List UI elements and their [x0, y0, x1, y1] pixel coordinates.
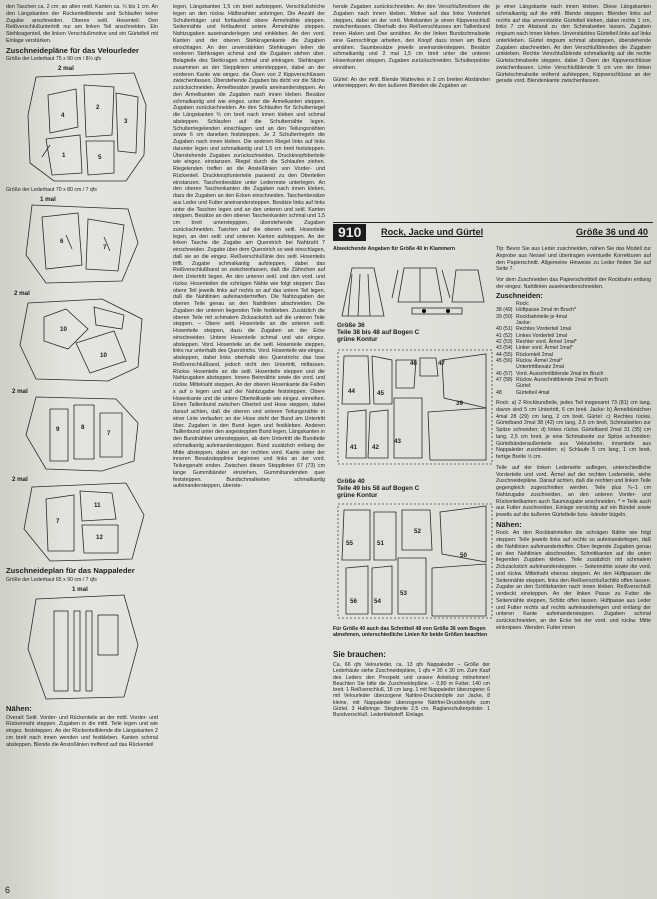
groesse-36-kontur: grüne Kontur	[337, 336, 378, 343]
count-label: 2 mal	[58, 64, 74, 72]
column-2	[173, 4, 325, 894]
model-title: Rock, Jacke und Gürtel	[381, 227, 484, 237]
leather-hide-diagram	[6, 585, 158, 703]
parts-list	[496, 301, 651, 396]
groesse-40: Größe 40	[337, 478, 365, 485]
vor-dem-zuschneiden: Vor dem Zuschneiden das Papierschnittteil der Rockbahn entlang der eingez. Nahtlinien auseinanderschneiden.	[496, 277, 651, 290]
cutting-layout-1: 2 mal 4 2 3 1 5	[6, 65, 158, 185]
cutting-layout-6: 1 mal	[6, 585, 158, 703]
size-label-1: Größe der Lederhaut 75 x 90 cm / 8½ qfs	[6, 56, 102, 63]
heading-velourleder: Zuschneidepläne für das Velourleder	[6, 45, 139, 55]
list-item: Untertrittbesatz 2mal	[516, 364, 564, 371]
list-item: 47 (58) Rückw. Ausschnittblende 2mal im Bruch	[496, 377, 608, 384]
instructions-text: hende Zugaben zurückschneiden. An den Verschlußmotiven die Zugaben nach innen kleben. Motive auf das linke Vorderteil steppen, dabei an der vord. Motivkanten je einen Kippverschluß zwischenfassen. Oberhalb des Reißverschlusses am Taillenbund innen Haken und Öse annähen. An der linken Bundschmalseite eine Garnschlinge arbeiten, den Knopf dazu innen am Bund annähen. Saumbesätze jeweils aneinandersteppen. Besätze schmalkantig und 2 mal 1,5 cm breit unter die unteren Hosenkanten steppen, Zugaben zurückschneiden. Schulterpolster einnähen.	[333, 4, 490, 71]
cutting-layout-2: 1 mal 6 7	[6, 195, 158, 287]
column-4	[496, 4, 651, 219]
list-item: 46 (57) Vord. Ausschnittblende 2mal im Bruch	[496, 370, 604, 377]
leather-hide-diagram	[6, 289, 158, 385]
list-item: 48 Gürtelteil 4mal	[496, 389, 550, 396]
groesse-40-kontur: grüne Kontur	[337, 492, 378, 499]
size-label-3: Größe der Lederhaut 65 x 90 cm / 7 qfs	[6, 576, 97, 583]
abweichend-note: Abweichende Angaben für Größe 40 in Klammern	[333, 246, 456, 252]
list-item: 45 (56) Rückw. Ärmel 2mal*	[496, 358, 563, 364]
leather-hide-diagram	[6, 65, 158, 185]
list-item: 41 (52) Linkes Vorderteil 1mal	[496, 332, 568, 339]
column-3	[333, 4, 490, 219]
guertel-text: Gürtel: An der mittl. Blende Watteviles in 2 cm breiten Abständen unterstepppen. An den äußeren Blenden die Zugaben an	[333, 76, 490, 90]
heading-naehen-2: Nähen:	[496, 519, 522, 529]
groesse-36: Größe 36	[337, 322, 365, 329]
groesse-40-hinweis: Für Größe 40 auch das Schnitteil 48 von Größe 36 vom Bogen abnehmen, unterschiedliche Linien für beide Größen beachten	[333, 626, 488, 639]
leather-hide-diagram	[6, 475, 158, 565]
cutting-layout-5: 2 mal 7 11 12	[6, 475, 158, 565]
list-item: Gürtel:	[516, 383, 532, 390]
heading-naehen: Nähen:	[6, 703, 32, 713]
heading-zuschneiden: Zuschneiden:	[496, 290, 543, 300]
list-item: 40 (51) Rechtes Vorderteil 1mal	[496, 326, 572, 333]
naehen-rock-text: Rock: An den Rockbahnteilen die schrägen Nähte wie folgt steppen: Teile jeweils links auf rechts so aufeinanderlegen, daß die Nahtlinien aufeinandertreffen. Oben liegende Zugaben genau an den Nahtlinien abschneiden. Schnittkanten auf die unten liegenden Zugaben kleben. Teile zusätzlich mit schmalem Zickzackstich aufeinandersteppen. – Seitennähte sowie die vord. und rückw. Mittelnaht ebenso steppen. An den Hüftpassen die Seitennähte steppen, links den Reißverschlußschlitz offen lassen. Zugabe an den Schlitzkanten nach innen kleben. Reißverschluß verdeckt einsteppen. An der linken Passe zu Futter die Seitennähte steppen, Schlitz offen lassen. Hüftpasse aus Leder und Futter rechts auf rechts aufeinanderlegen und entlang der unteren Kante aufeinandersteppen. Zugaben schmal zurückschneiden, an der Ecke bei der vord. und rückw. Mitte einknipsen. Wenden. Futter innen	[496, 530, 651, 631]
list-item: 38 (49) Hüftpasse 2mal im Bruch*	[496, 307, 576, 314]
magazine-page: den Taschen ca. 2 cm; an allen restl. Kanten ca. ¼ bis 1 cm. An den Längskanten der Rückenteilblende und Schlaufen keine Zugabe anschneiden. Oberes seitl. Hosenteil: Den Reißverschlußuntertritt nur am linken Teil anschneiden. Ein Stehkragenteil, die linken Verschlußmotive und ein Gürtelteil mit Einlage verstärken. Zuschneidepläne für das Velourleder Größe der Lederhaut 75 x 90 cm / 8½ qfs 2 mal 4 2 3 1 5 Größe der Lederhaut 70 x 80 cm / 7 qfs 1 mal 6 7 2 mal 10 10 2 mal 9 8 7 2 mal 7 11 12 Zuschneideplan für das Nappaleder Größe der Lederhaut 65 x 90 cm / 7 qfs 1 mal Nähen: Overall: Seitl. Vorder- und Rückenteile an der mittl. Vorder- und Rückennaht steppen. Zugaben in die mittl. Teile legen und wie eingez. feststeppen. An der Rückenteilblende die Längskanten 2 cm breit nach innen wenden und festkleben. Kanten schmal absteppen. Blende die Anstoßlinien treffend auf das Rückenteil legen, Längskanten 1,5 cm breit aufsteppen. Verschlußstriche legen an den rückw. Hälfsnahten anbringen. Die Anzahl der Schulterträger und fortlaufend obere Ärmelnähte steppen. Seitennähte und fortlaufend untere Ärmelnähte steppen. Nahtzugaben auseinanderlegen und einkleben. An den vord. Kanten und der oberen Stehkragenkante die Zugaben einschlagen. An den unverstärkten Stehkragen teilen die vorderen Stehkragen schmal und die Zugaben stehen über. Belagteile des Stehkragen schmal und eintragen. Stehkragen zusammen an der Stepplinien unterstepppen, dabei an der vorderen Kante wie eingez. die Ösen von 2 Kippverschlüssen zwischenfassen. Überstehende Zugaben bis dicht vor die Stiche zurückschneiden. Ärmelbesätze jeweils aneinandersteppen. An den Ärmelkanten die Zugaben nach innen kleben. Besätze schmalkantig und wie eingez. unter die Ärmelkanten steppen. Zugaben zurückschneiden. An den Schlaufen für Schulterriegel die Längskanten ¾ cm breit nach innen kleben und schmal absteppen. Schlaufen auf die Schulternähte legen. Schulterriegelenden einschlagen und an den Teilungsnähten sowie 6 cm daneben feststeppen. Je 2 Schulterriegeln die Zugaben nach innen kleben. Die anderen Riegel links auf links darunter legen und schmalkantig und 1,5 cm breit feststeppen. Überstehende Zugaben zurückschneiden. Druckknopfoberteile wie eingez. einstanzen. Riegel durch die Schlaufen ziehen. Riegelenden treffen an die Ansteßlinien von Vorder- und Rückenteil. Druckknopfunterteile passend zu den Oberteilen einstanzen. Taschenbesätze unter Lederreste unterlegen. An den oberen Taschenkanten die Zugaben nach innen kleben, dazu die Zugaben an den Ecken einschneiden. Taschenbesätze aus Leder und Futter aneinandersteppen. Besätze links auf links unter die Taschen legen und an den unteren und seitl. Kanten steppen. Besätze an den oberen Taschenkanten schmal und 1,5 cm breit unterstepppen, überstehende Zugaben zurückschneiden. Taschen auf die oberen seitl. Hosenteile legen, an den seitl. und unteren Kanten aufsteppen. An der linken Tasche die Zugabe am Querstrich bei Nahtzahl 7 einschneiden. Zugabe über dem Querstrich so weit einschlagen, daß sie an die eingez. Reißverschlußlinie des seitl. Hosenteils trifft. Zugabe schmalkantig aufsteppen, dabei das Reißverschlußband so zwischenfassen, daß die Zähnchen auf dem Untertritt liegen. An den unteren seitl. und den vord. und rückw. Hosenteilen die schrägen Nähte wie folgt steppen: Das obere Teil jeweils links auf rechts so auf das untere Teil legen, daß die Nahtlinien aufeinandertreffen. Die Nahtzugaben der oberen Teile genau an den Nahtlinien abschneiden. Die Zugaben der unteren liegenden Teile festkleben. Zusätzlich die oberen Teile mit schmalem Zickzackstich auf die unteren Teile steppen. – Obere seitl. Hosenteile an die unteren seitl. Hosenteile steppen, dazu die Zugaben an der Ecke einschneiden. Untere Hosenteile schmal und wie eingez. absteppen. Vord. Hosenteile an die seitl. Hosenteile steppen, links nur unterhalb des Querstrichs. Vord. Hosenteile wie eingez. absteppen, dabei links oberhalb des Querstrichs das lose Reißverschlußband, jedoch nicht den Untertritt, mitfassen. Rückw. Hosenteile an die seitl. Hosenteile steppen und die Nahtzugaben absteppen. Innere Beinnähte sowie die vord. und rückw. Mittelnaht steppen. An der oberen Hosenkante die Falten x auf o legen und auf der Nahtzugabe feststeppen. Obere Hosenkante und die untere Oberteilkante wie eingez. einreihen. Einen Taillenbund zwischen Oberteil und Hose steppen, dabei darauf achten, daß die oberen und unteren Teilungsnähte in einer Linie verlaufen; an der Hose steht der Bund am Untertritt über. Zugaben in den Bund legen und festkleben. Anderen Taillenbund unter den angesteppten Bund legen, Längskanten in den Bundnähten unterstepppen, ab dem Untertritt die Bundteile schmalkantig aufeinandersteppen. Bund zusätzlich entlang der Mitte absteppen, dabei an der rechten vord. Kante unter der inneren Besatzstepplinie beginnen und links an der vord. Teilungsnaht enden. Zwischen diesen Stepplinien 67 (73) cm lange Gummibänder einziehen, Gummibandenden quer feststeppen. Bundschmalkeiten schmalkantig aufeinandersteppen, überste- hende Zugaben zurückschneiden. An den Verschlußmotiven die Zugaben nach innen kleben. Motive auf das linke Vorderteil steppen, dabei an der vord. Motivkanten je einen Kippverschluß zwischenfassen. Oberhalb des Reißverschlusses am Taillenbund innen Haken und Öse annähen. An der linken Bundschmalseite eine Garnschlinge arbeiten, den Knopf dazu innen am Bund annähen. Saumbesätze jeweils aneinandersteppen. Besätze schmalkantig und 2 mal 1,5 cm breit unter die unteren Hosenkanten steppen, Zugaben zurückschneiden. Schulterpolster einnähen. Gürtel: An der mittl. Blende Watteviles in 2 cm breiten Abständen unterstepppen. An den äußeren Blenden die Zugaben an je einer Längskante nach innen kleben. Diese Längskanten schmalkantig auf die mittl. Blende steppen. Blenden links auf rechts auf das unverstärkte Gürtelteil kleben, dabei rechts 1 cm, links 7 cm Abstand zu den Schmalseiten lassen. Zugaben ringsum nach innen kleben. Unverstärktes Gürtelteil links auf links unterkleben. Gürtel ringsum schmal absteppen, überstehende Zugaben abschneiden. An den Verschlußblenden die Zugaben umkleben. Rechte Verschlußblende schmalkantig auf die rechte Gürtelschmalseite steppen, dabei 3 Ösen der Kippverschlüsse zwischenfassen. Linke Verschlußblende 5 cm von der linken Gürtelschmalseite entfernt aufsteppen, Kippverschlüsse an der gerade vord. Blendenkante zwischenfassen. 910 Rock, Jacke und Gürtel Größe 36 und 40 Abweichende Angaben für Größe 40 in Klammern Größe 36 Teile 38 bis 48 auf Bogen C grüne Kontur 44 45 41 42 43 39 47 46 Größe 40 Teile 49 bis 58 auf Bogen C grüne Kontur 55 51 52 50 56 54 53 Für Größe 40 auch das Schnitteil 48 von Größe 36 vom Bogen abnehmen, unterschiedliche Linien für beide Größen beachten Sie brauchen: Ca. 66 qfs Velourleder, ca. 13 qfs Nappaleder – Größe der Lederhäute siehe Zuschneidepläne, 1 qfs = 30 x 30 cm. Zum Kauf des Leders den Prospekt und unsere Anleitung mitnehmen! Beachten Sie bitte die Zuschneidepläne. – 0,80 m Futter, 140 cm breit. 1 Reißverschluß, 18 cm lang. 1 mit Nappaleder überzogene; 6 mit Velourleder überzogene Nahtrei-Druckknöpfe zur Jacke, 8 kleine, mit Nappaleder überzogene Nähfrei-Druckknöpfe zum Gürtel. 3 Halbringe. Stegbreite 2,5 cm. Raglanschulterpolster. 1 Bundverschluß. Lederklebstoff. Einlage. Tip: Bevor Sie aus Leder zuschneiden, nähen Sie das Modell zur Anprobe aus Nessel und übertragen eventuelle Korrekturen auf den Papierschnitt. Allgemeine Hinweise zu Leder finden Sie auf Seite 7. Vor dem Zuschneiden das Papierschnittteil der Rockbahn entlang der eingez. Nahtlinien auseinanderschneiden. Zuschneiden: Rock: 38 (49) Hüftpasse 2mal im Bruch* 39 (50) Rockbahnteile je 4mal Jacke: 40 (51) Rechtes Vorderteil 1mal 41 (52) Linkes Vorderteil 1mal 42 (53) Rechter vord. Ärmel 1mal* 43 (54) Linker vord. Ärmel 1mal* 44 (55) Rückenteil 2mal 45 (56) Rückw. Ärmel 2mal* Untertrittbesatz 2mal 46 (57) Vord. Ausschnittblende 2mal im Bruch 47 (58) Rückw. Ausschnittblende 2mal im Bruch Gürtel: 48 Gürtelteil 4mal Rock: a) 2 Rockbundteile, jedes Teil insgesamt 73 (81) cm lang, davon sind 5 cm Untertritt, 6 cm breit. Jacke: b) Ärmelbündchen 4mal 28 (29) cm lang, 2 cm breit. Gürtel: c) Rechtes rückw. Gürtelband 2mal 38 (42) cm lang, 2,5 cm breit, Schmalseiten zur Spitze schneiden; d) linkes rückw. Gürtelband 2mal 31 (35) cm lang, 2,5 cm breit, je eine Schmalseite zur Spitze schneiden; Gürtelbänderaußenteile aus Velourleder, innenteile aus Nappaleder zuschneiden; e) Schlaufe 5 cm lang, 1 cm breit, fertige Breite ½ cm. Teile auf der linken Lederseite auflegen, unterschiedliche Vorderteile und vord. Ärmel auf der rechten Lederseite, siehe Zuschneidepläne. Darauf achten, daß die rechten und linken Teile gegengleich zugeschnitten werden. Teile plus ¾–1 cm Nahtzugabe zuschneiden, an den unteren Vorder- und Rückenteilkanten auch Saumzugabe anschneiden. * = Teile auch aus Futter zuschneiden. Einlage vorsichtig auf ein Bündel sowie jeweils auf die äußeren Gürtelteile bzw. -bänder bügeln. Nähen: Rock: An den Rockbahnteilen die schrägen Nähte wie folgt steppen: Teile jeweils links auf rechts so aufeinanderlegen, daß die Nahtlinien aufeinandertreffen. Oben liegende Zugaben genau an den Nahtlinien abschneiden. Schnittkanten auf die unten liegenden Zugaben kleben. Teile zusätzlich mit schmalem Zickzackstich aufeinandersteppen. – Seitennähte sowie die vord. und rückw. Mittelnaht ebenso steppen. An den Hüftpassen die Seitennähte steppen, links den Reißverschlußschlitz offen lassen. Zugabe an den Schlitzkanten nach innen kleben. Reißverschluß verdeckt einsteppen. An der linken Passe zu Futter die Seitennähte steppen, Schlitz offen lassen. Hüftpasse aus Leder und Futter rechts auf rechts aufeinanderlegen und entlang der unteren Kante aufeinandersteppen. Zugaben schmal zurückschneiden, an der Ecke bei der vord. und rückw. Mitte einknipsen. Wenden. Futter innen 6	[0, 0, 657, 899]
rock-zuschnitt-text: Rock: a) 2 Rockbundteile, jedes Teil insgesamt 73 (81) cm lang, davon sind 5 cm Untertritt, 6 cm breit. Jacke: b) Ärmelbündchen 4mal 28 (29) cm lang, 2 cm breit. Gürtel: c) Rechtes rückw. Gürtelband 2mal 38 (42) cm lang, 2,5 cm breit, Schmalseiten zur Spitze schneiden; d) linkes rückw. Gürtelband 2mal 31 (35) cm lang, 2,5 cm breit, je eine Schmalseite zur Spitze schneiden; Gürtelbänderaußenteile aus Velourleder, innenteile aus Nappaleder zuschneiden; e) Schlaufe 5 cm lang, 1 cm breit, fertige Breite ½ cm.	[496, 400, 651, 461]
tip-text: Tip: Bevor Sie aus Leder zuschneiden, nähen Sie das Modell zur Anprobe aus Nessel und übertragen eventuelle Korrekturen auf den Papierschnitt. Allgemeine Hinweise zu Leder finden Sie auf Seite 7.	[496, 246, 651, 273]
model-number: 910	[333, 224, 366, 241]
list-item: 43 (54) Linker vord. Ärmel 1mal*	[496, 345, 573, 352]
model-sizes: Größe 36 und 40	[576, 227, 648, 237]
instructions-text: je einer Längskante nach innen kleben. Diese Längskanten schmalkantig auf die mittl. Blende steppen. Blenden links auf rechts auf das unverstärkte Gürtelteil kleben, dabei rechts 1 cm, links 7 cm Abstand zu den Schmalseiten lassen. Zugaben ringsum nach innen kleben. Unverstärktes Gürtelteil links auf links unterkleben. Gürtel ringsum schmal absteppen, überstehende Zugaben abschneiden. An den Verschlußblenden die Zugaben umkleben. Rechte Verschlußblende schmalkantig auf die rechte Gürtelschmalseite steppen, dabei 3 Ösen der Kippverschlüsse zwischenfassen. Linke Verschlußblende 5 cm von der linken Gürtelschmalseite entfernt aufsteppen, Kippverschlüsse an der gerade vord. Blendenkante zwischenfassen.	[496, 4, 651, 85]
list-item: 42 (53) Rechter vord. Ärmel 1mal*	[496, 338, 577, 345]
parts-heading: Rock:	[516, 300, 530, 307]
teile-auflegen-text: Teile auf der linken Lederseite auflegen, unterschiedliche Vorderteile und vord. Ärmel auf der rechten Lederseite, siehe Zuschneidepläne. Darauf achten, daß die rechten und linken Teile gegengleich zugeschnitten werden. Teile plus ¾–1 cm Nahtzugabe zuschneiden, an den unteren Vorder- und Rückenteilkanten auch Saumzugabe anschneiden. * = Teile auch aus Futter zuschneiden. Einlage vorsichtig auf ein Bündel sowie jeweils auf die äußeren Gürtelteile bzw. -bänder bügeln.	[496, 464, 651, 519]
groesse-40-teile: Teile 49 bis 58 auf Bogen C	[337, 485, 420, 492]
model-banner	[333, 222, 653, 243]
cutting-layout-3: 2 mal 10 10	[6, 289, 158, 385]
instructions-text: legen, Längskanten 1,5 cm breit aufsteppen. Verschlußstriche legen an den rückw. Hälfsnahten anbringen. Die Anzahl der Schulterträger und fortlaufend obere Ärmelnähte steppen. Seitennähte und fortlaufend untere Ärmelnähte steppen. Nahtzugaben auseinanderlegen und einkleben. An den vord. Kanten und der oberen Stehkragenkante die Zugaben einschlagen. An den unverstärkten Stehkragen teilen die vorderen Stehkragen schmal und die Zugaben stehen über. Belagteile des Stehkragen schmal und eintragen. Stehkragen zusammen an der Stepplinien unterstepppen, dabei an der vorderen Kante wie eingez. die Ösen von 2 Kippverschlüssen zwischenfassen. Überstehende Zugaben bis dicht vor die Stiche zurückschneiden. Ärmelbesätze jeweils aneinandersteppen. An den Ärmelkanten die Zugaben nach innen kleben. Besätze schmalkantig und wie eingez. unter die Ärmelkanten steppen. Zugaben zurückschneiden. An den Schlaufen für Schulterriegel die Längskanten ¾ cm breit nach innen kleben und schmal absteppen. Schlaufen auf die Schulternähte legen. Schulterriegelenden einschlagen und an den Teilungsnähten sowie 6 cm daneben feststeppen. Je 2 Schulterriegeln die Zugaben nach innen kleben. Die anderen Riegel links auf links darunter legen und schmalkantig und 1,5 cm breit feststeppen. Überstehende Zugaben zurückschneiden. Druckknopfoberteile wie eingez. einstanzen. Riegel durch die Schlaufen ziehen. Riegelenden treffen an die Ansteßlinien von Vorder- und Rückenteil. Druckknopfunterteile passend zu den Oberteilen einstanzen. Taschenbesätze unter Lederreste unterlegen. An den oberen Taschenkanten die Zugaben nach innen kleben, dazu die Zugaben an den Ecken einschneiden. Taschenbesätze aus Leder und Futter aneinandersteppen. Besätze links auf links unter die Taschen legen und an den unteren und seitl. Kanten steppen. Besätze an den oberen Taschenkanten schmal und 1,5 cm breit unterstepppen, überstehende Zugaben zurückschneiden. Taschen auf die oberen seitl. Hosenteile legen, an den seitl. und unteren Kanten aufsteppen. An der linken Tasche die Zugabe am Querstrich bei Nahtzahl 7 einschneiden. Zugabe über dem Querstrich so weit einschlagen, daß sie an die eingez. Reißverschlußlinie des seitl. Hosenteils trifft. Zugabe schmalkantig aufsteppen, dabei das Reißverschlußband so zwischenfassen, daß die Zähnchen auf dem Untertritt liegen. An den unteren seitl. und den vord. und rückw. Hosenteilen die schrägen Nähte wie folgt steppen: Das obere Teil jeweils links auf rechts so auf das untere Teil legen, daß die Nahtlinien aufeinandertreffen. Die Nahtzugaben der oberen Teile genau an den Nahtlinien abschneiden. Die Zugaben der unteren liegenden Teile festkleben. Zusätzlich die oberen Teile mit schmalem Zickzackstich auf die unteren Teile steppen. – Obere seitl. Hosenteile an die unteren seitl. Hosenteile steppen, dazu die Zugaben an der Ecke einschneiden. Untere Hosenteile schmal und wie eingez. absteppen. Vord. Hosenteile an die seitl. Hosenteile steppen, links nur unterhalb des Querstrichs. Vord. Hosenteile wie eingez. absteppen, dabei links oberhalb des Querstrichs das lose Reißverschlußband, jedoch nicht den Untertritt, mitfassen. Rückw. Hosenteile an die seitl. Hosenteile steppen und die Nahtzugaben absteppen. Innere Beinnähte sowie die vord. und rückw. Mittelnaht steppen. An der oberen Hosenkante die Falten x auf o legen und auf der Nahtzugabe feststeppen. Obere Hosenkante und die untere Oberteilkante wie eingez. einreihen. Einen Taillenbund zwischen Oberteil und Hose steppen, dabei darauf achten, daß die oberen und unteren Teilungsnähte in einer Linie verlaufen; an der Hose steht der Bund am Untertritt über. Zugaben in den Bund legen und festkleben. Anderen Taillenbund unter den angesteppten Bund legen, Längskanten in den Bundnähten unterstepppen, ab dem Untertritt die Bundteile schmalkantig aufeinandersteppen. Bund zusätzlich entlang der Mitte absteppen, dabei an der rechten vord. Kante unter der inneren Besatzstepplinie beginnen und links an der vord. Teilungsnaht enden. Zwischen diesen Stepplinien 67 (73) cm lange Gummibänder einziehen, Gummibandenden quer feststeppen. Bundschmalkeiten schmalkantig aufeinandersteppen, überste-	[173, 4, 325, 490]
materials-text: Ca. 66 qfs Velourleder, ca. 13 qfs Nappaleder – Größe der Lederhäute siehe Zuschneidepläne, 1 qfs = 30 x 30 cm. Zum Kauf des Leders den Prospekt und unsere Anleitung mitnehmen! Beachten Sie bitte die Zuschneidepläne. – 0,80 m Futter, 140 cm breit. 1 Reißverschluß, 18 cm lang. 1 mit Nappaleder überzogene; 6 mit Velourleder überzogene Nahtrei-Druckknöpfe zur Jacke, 8 kleine, mit Nappaleder überzogene Nähfrei-Druckknöpfe zum Gürtel. 3 Halbringe. Stegbreite 2,5 cm. Raglanschulterpolster. 1 Bundverschluß. Lederklebstoff. Einlage.	[333, 662, 490, 719]
page-number: 6	[5, 885, 11, 895]
model-illustration	[338, 262, 488, 320]
list-item: Jacke:	[516, 319, 531, 326]
groesse-36-teile: Teile 38 bis 48 auf Bogen C	[337, 329, 420, 336]
heading-sie-brauchen: Sie brauchen:	[333, 650, 386, 659]
list-item: 39 (50) Rockbahnteile je 4mal	[496, 313, 568, 320]
column-1	[6, 4, 158, 748]
heading-nappaleder: Zuschneideplan für das Nappaleder	[6, 565, 135, 575]
leather-hide-diagram	[6, 195, 158, 287]
column-4-lower	[496, 246, 651, 894]
naehen-text: Overall: Seitl. Vorder- und Rückenteile an der mittl. Vorder- und Rückennaht steppen. Zugaben in die mittl. Teile legen und wie eingez. feststeppen. An der Rückenteilblende die Längskanten 2 cm breit nach innen wenden und festkleben. Kanten schmal absteppen. Blende die Anstoßlinien treffend auf das Rückenteil	[6, 714, 158, 748]
cutting-layout-40	[336, 502, 496, 622]
list-item: 44 (55) Rückenteil 2mal	[496, 351, 553, 358]
intro-text: den Taschen ca. 2 cm; an allen restl. Kanten ca. ¼ bis 1 cm. An den Längskanten der Rückenteilblende und Schlaufen keine Zugabe anschneiden. Oberes seitl. Hosenteil: Den Reißverschlußuntertritt nur am linken Teil anschneiden. Ein Stehkragenteil, die linken Verschlußmotive und ein Gürtelteil mit Einlage verstärken.	[6, 4, 158, 44]
cutting-layout-4: 2 mal 9 8 7	[6, 387, 158, 473]
size-label-2: Größe der Lederhaut 70 x 80 cm / 7 qfs	[6, 186, 97, 193]
